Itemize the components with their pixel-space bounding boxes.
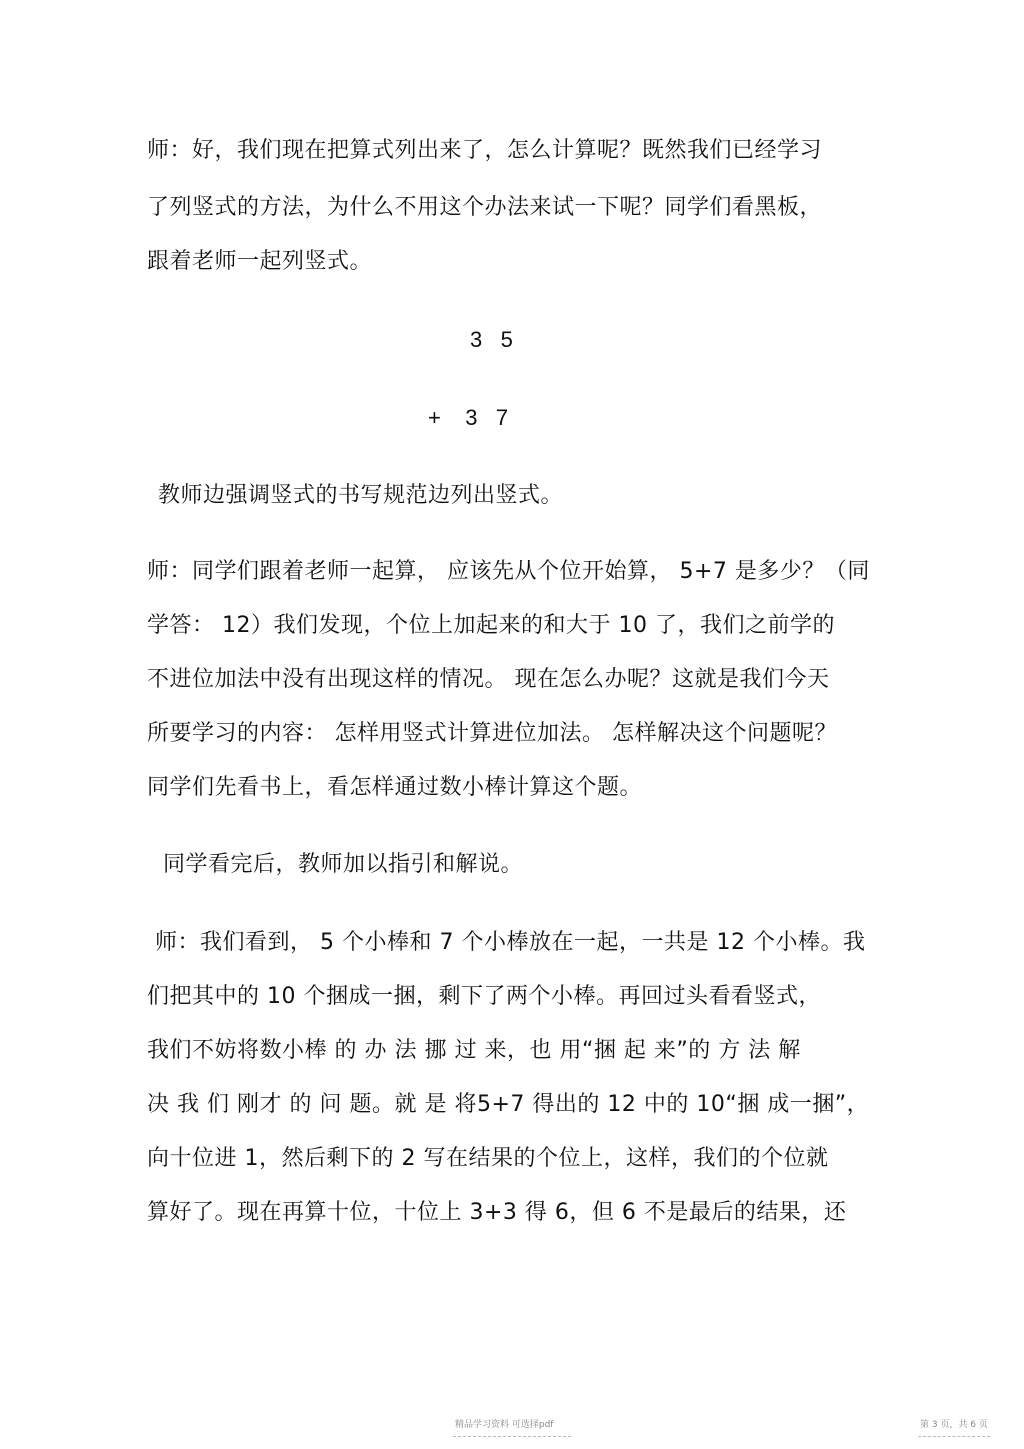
paragraph-3-line-5: 同学们先看书上，看怎样通过数小棒计算这个题。 bbox=[147, 775, 643, 800]
paragraph-1-line-1: 师：好，我们现在把算式列出来了，怎么计算呢？既然我们已经学习 bbox=[147, 138, 823, 163]
paragraph-5-line-1: 师：我们看到， 5 个小棒和 7 个小棒放在一起，一共是 12 个小棒。我 bbox=[155, 930, 866, 955]
vertical-calc-top-row: 3 5 bbox=[470, 327, 513, 352]
footer-left-divider bbox=[453, 1436, 571, 1437]
paragraph-1-line-3: 跟着老师一起列竖式。 bbox=[147, 249, 373, 274]
paragraph-4: 同学看完后，教师加以指引和解说。 bbox=[163, 852, 524, 877]
paragraph-5-line-3: 我们不妨将数小棒 的 办 法 挪 过 来，也 用“捆 起 来”的 方 法 解 bbox=[147, 1038, 801, 1063]
paragraph-3-line-3: 不进位加法中没有出现这样的情况。 现在怎么办呢？这就是我们今天 bbox=[147, 667, 830, 692]
paragraph-2: 教师边强调竖式的书写规范边列出竖式。 bbox=[158, 483, 564, 508]
paragraph-3-line-2: 学答： 12）我们发现，个位上加起来的和大于 10 了，我们之前学的 bbox=[147, 613, 835, 638]
paragraph-3-line-4: 所要学习的内容： 怎样用竖式计算进位加法。 怎样解决这个问题呢？ bbox=[147, 721, 837, 746]
footer-right-divider bbox=[918, 1436, 990, 1437]
vertical-calc-bottom-row: + 3 7 bbox=[428, 405, 509, 430]
paragraph-3-line-1: 师：同学们跟着老师一起算， 应该先从个位开始算， 5+7 是多少？（同 bbox=[147, 559, 870, 584]
footer-left-text: 精品学习资料 可选择pdf bbox=[455, 1420, 554, 1430]
paragraph-5-line-6: 算好了。现在再算十位，十位上 3+3 得 6，但 6 不是最后的结果，还 bbox=[147, 1200, 847, 1225]
paragraph-5-line-5: 向十位进 1，然后剩下的 2 写在结果的个位上，这样，我们的个位就 bbox=[147, 1146, 829, 1171]
paragraph-1-line-2: 了列竖式的方法，为什么不用这个办法来试一下呢？同学们看黑板， bbox=[147, 195, 823, 220]
footer-page-number: 第 3 页，共 6 页 bbox=[920, 1420, 988, 1430]
paragraph-5-line-2: 们把其中的 10 个捆成一捆，剩下了两个小棒。再回过头看看竖式， bbox=[147, 984, 821, 1009]
paragraph-5-line-4: 决 我 们 刚才 的 问 题。就 是 将5+7 得出的 12 中的 10“捆 成一捆”， bbox=[147, 1092, 870, 1117]
